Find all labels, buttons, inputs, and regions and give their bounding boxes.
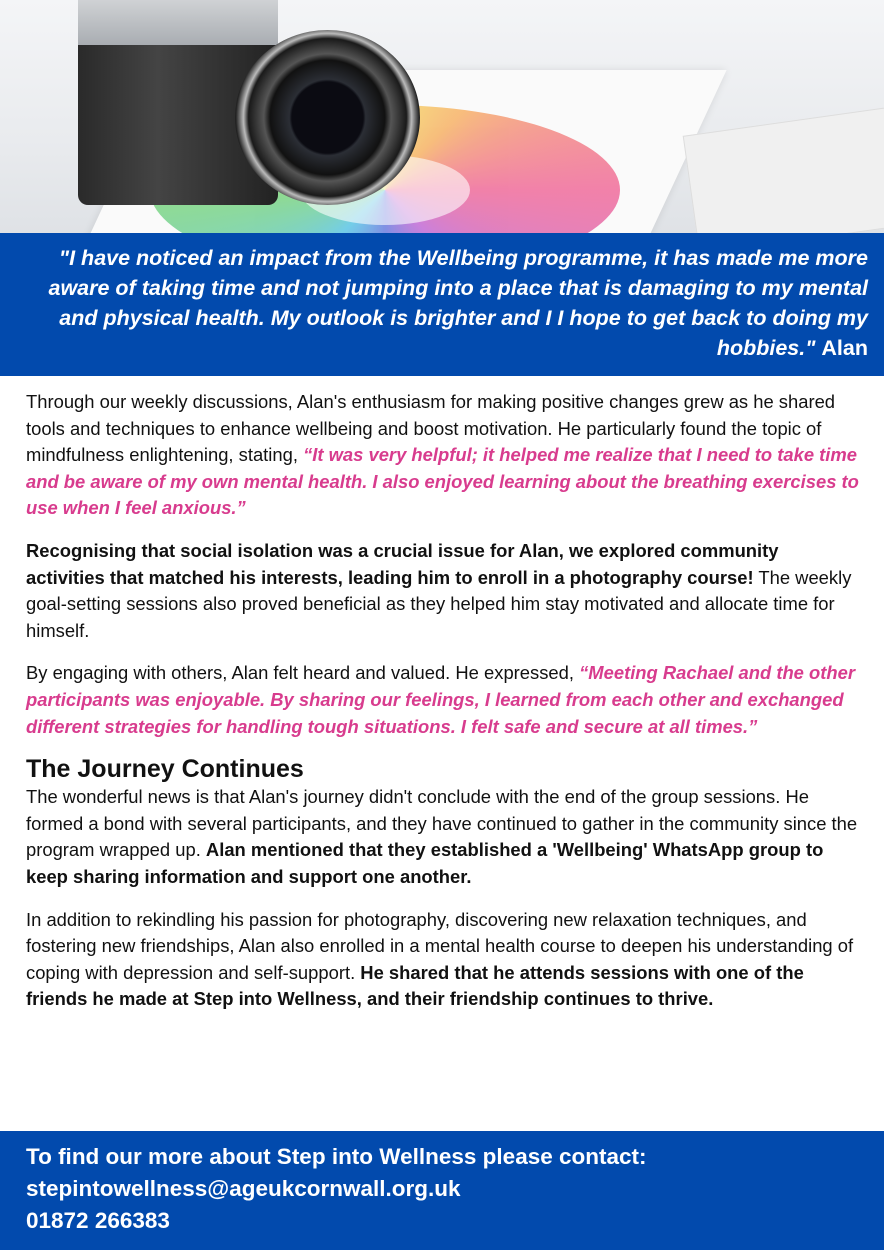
paragraph-5 [26,907,862,1013]
contact-email[interactable]: stepintowellness@ageukcornwall.org.uk [26,1176,461,1201]
pull-quote: “Meeting Rachael and the other participants was enjoyable. By sharing our feelings, I learned from each other and exchanged different strategies for handling tough situations. I felt safe and secure at all times.” [26,662,855,737]
testimonial-author: Alan [821,336,868,360]
text: The wonderful news is that Alan's journey didn't conclude with the end of the group sessions. He formed a bond with several participants, and they have continued to gather in the community since the program wrapped up. [26,786,858,861]
pull-quote: “It was very helpful; it helped me realize that I need to take time and be aware of my own mental health. I also enjoyed learning about the breathing exercises to use when I feel anxious.” [26,444,859,519]
camera-lens [235,30,420,205]
header-photo [0,0,884,233]
text: Through our weekly discussions, Alan's enthusiasm for making positive changes grew as he shared tools and techniques to enhance wellbeing and boost motivation. He particularly found the topic of mindfulness enlightening, stating, [26,391,836,466]
text: In addition to rekindling his passion for photography, discovering new relaxation techniques, and fostering new friendships, Alan also enrolled in a mental health course to deepen his understanding of coping with depression and self-support. [26,908,854,983]
paragraph-3 [26,660,862,740]
bold-text: Recognising that social isolation was a crucial issue for Alan, we explored community activities that matched his interests, leading him to enroll in a photography course! [26,539,779,588]
testimonial-quote: "I have noticed an impact from the Wellbeing programme, it has made me more aware of taking time and not jumping into a place that is damaging to my mental and physical health. My outlook is brighter and I I hope to get back to doing my hobbies." [48,246,868,360]
background-device [683,105,884,233]
testimonial-banner [0,233,884,376]
text: The weekly goal-setting sessions also proved beneficial as they helped him stay motivated and allocate time for himself. [26,566,852,641]
paragraph-1 [26,389,862,522]
paragraph-2 [26,538,862,644]
bold-text: He shared that he attends sessions with one of the friends he made at Step into Wellness, and their friendship continues to thrive. [26,961,804,1010]
contact-intro: To find our more about Step into Wellness please contact: [26,1144,647,1169]
section-heading: The Journey Continues [26,755,304,784]
contact-footer [0,1131,884,1250]
bold-text: Alan mentioned that they established a 'Wellbeing' WhatsApp group to keep sharing information and support one another. [26,839,824,887]
text: By engaging with others, Alan felt heard and valued. He expressed, [26,662,580,684]
article-body [26,389,862,1029]
contact-phone[interactable]: 01872 266383 [26,1208,170,1233]
camera-top-plate [78,0,278,45]
paragraph-4 [26,784,862,890]
